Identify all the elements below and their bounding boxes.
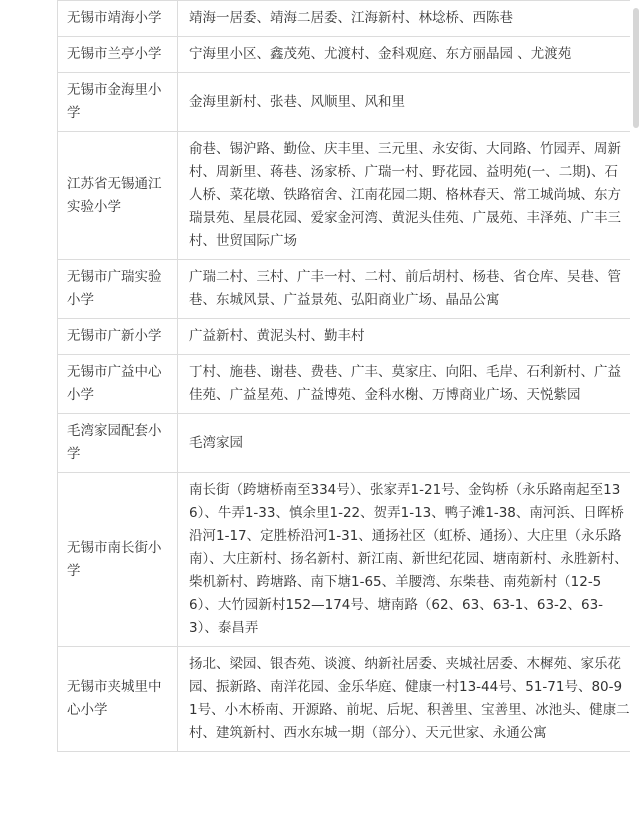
school-name-cell: 无锡市广新小学 bbox=[58, 319, 178, 355]
district-area-cell: 靖海一居委、靖海二居委、江海新村、林埝桥、西陈巷 bbox=[178, 1, 639, 37]
school-name-cell: 无锡市夹城里中心小学 bbox=[58, 647, 178, 752]
school-name-cell: 无锡市兰亭小学 bbox=[58, 37, 178, 73]
district-area-cell: 丁村、施巷、谢巷、费巷、广丰、莫家庄、向阳、毛岸、石利新村、广益佳苑、广益星苑、广益博苑、金科水榭、万博商业广场、天悦紫园 bbox=[178, 355, 639, 414]
school-name-cell: 无锡市南长街小学 bbox=[58, 473, 178, 647]
district-area-cell: 南长街（跨塘桥南至334号）、张家弄1-21号、金钩桥（永乐路南起至136）、牛弄1-33、慎余里1-22、贺弄1-13、鸭子滩1-38、南河浜、日晖桥沿河1-17、定胜桥沿河1-31、通扬社区（虹桥、通扬）、大庄里（永乐路南）、大庄新村、扬名新村、新江南、新世纪花园、塘南新村、永胜新村、柴机新村、跨塘路、南下塘1-65、羊腰湾、东柴巷、南苑新村（12-56）、大竹园新村152—174号、塘南路（62、63、63-1、63-2、63-3）、泰昌弄 bbox=[178, 473, 639, 647]
district-area-cell: 金海里新村、张巷、风顺里、风和里 bbox=[178, 73, 639, 132]
table-row bbox=[58, 473, 639, 647]
table-row bbox=[58, 319, 639, 355]
district-area-cell: 扬北、梁园、银杏苑、谈渡、纳新社居委、夹城社居委、木樨苑、家乐花园、振新路、南洋花园、金乐华庭、健康一村13-44号、51-71号、80-91号、小木桥南、开源路、前坭、后坭、积善里、宝善里、冰池头、健康二村、建筑新村、西水东城一期（部分）、天元世家、永通公寓 bbox=[178, 647, 639, 752]
school-name-cell: 江苏省无锡通江实验小学 bbox=[58, 132, 178, 260]
table-row bbox=[58, 132, 639, 260]
school-name-cell: 无锡市广瑞实验小学 bbox=[58, 260, 178, 319]
table-row bbox=[58, 414, 639, 473]
school-name-cell: 无锡市靖海小学 bbox=[58, 1, 178, 37]
scrollbar-thumb[interactable] bbox=[633, 8, 639, 128]
school-district-table-container bbox=[57, 0, 629, 752]
table-row bbox=[58, 647, 639, 752]
table-row bbox=[58, 73, 639, 132]
district-area-cell: 俞巷、锡沪路、勤俭、庆丰里、三元里、永安街、大同路、竹园弄、周新村、周新里、蒋巷、汤家桥、广瑞一村、野花园、益明苑(一、二期)、石人桥、菜花墩、铁路宿舍、江南花园二期、格林春天、常工城尚城、东方瑞景苑、星晨花园、爱家金河湾、黄泥头佳苑、广晟苑、丰泽苑、广丰三村、世贸国际广场 bbox=[178, 132, 639, 260]
table-row bbox=[58, 37, 639, 73]
district-area-cell: 广瑞二村、三村、广丰一村、二村、前后胡村、杨巷、省仓库、吴巷、管巷、东城风景、广益景苑、弘阳商业广场、晶品公寓 bbox=[178, 260, 639, 319]
table-row bbox=[58, 260, 639, 319]
school-name-cell: 毛湾家园配套小学 bbox=[58, 414, 178, 473]
school-name-cell: 无锡市广益中心小学 bbox=[58, 355, 178, 414]
table-row bbox=[58, 1, 639, 37]
school-district-table bbox=[57, 0, 639, 752]
district-area-cell: 广益新村、黄泥头村、勤丰村 bbox=[178, 319, 639, 355]
district-area-cell: 毛湾家园 bbox=[178, 414, 639, 473]
table-row bbox=[58, 355, 639, 414]
school-name-cell: 无锡市金海里小学 bbox=[58, 73, 178, 132]
district-area-cell: 宁海里小区、鑫茂苑、尤渡村、金科观庭、东方丽晶园 、尤渡苑 bbox=[178, 37, 639, 73]
vertical-scrollbar[interactable] bbox=[630, 0, 640, 837]
